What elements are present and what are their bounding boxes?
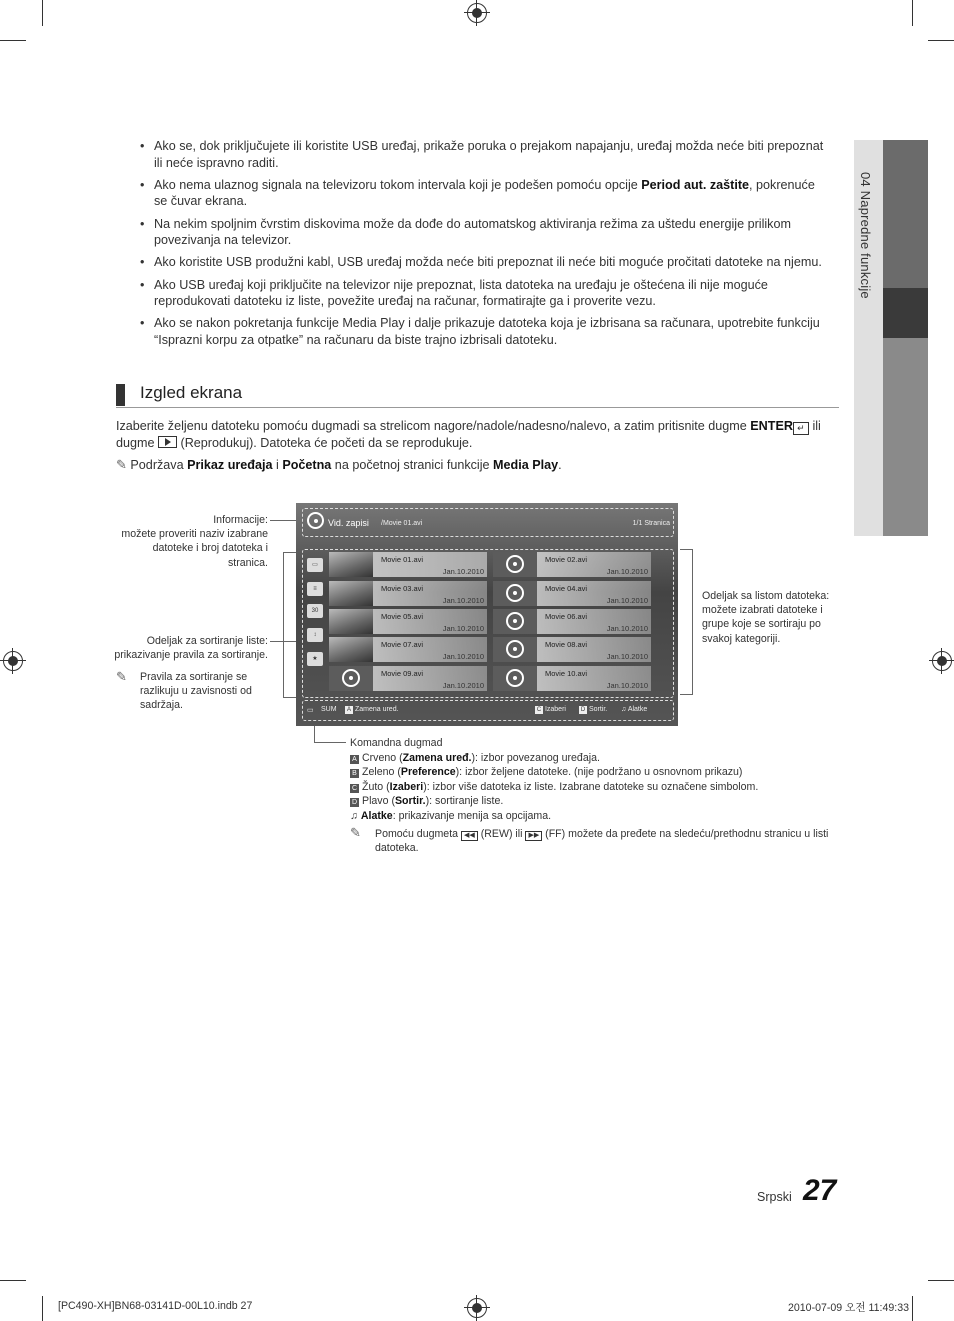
callout-file-list: Odeljak sa listom datoteka: možete izabrati datoteke i grupe koje se sortiraju po svakoj kategoriji. (702, 590, 830, 645)
registration-mark-left (3, 651, 23, 671)
tools-icon: ♫ (350, 809, 358, 822)
registration-mark-right (932, 651, 952, 671)
list-icon[interactable]: ≡ (307, 582, 323, 596)
footer-date: 2010-07-09 오전 11:49:33 (788, 1302, 909, 1314)
device-label: SUM (321, 706, 337, 713)
intro-paragraph: Izaberite željenu datoteku pomoću dugmadi sa strelicom nagore/nadole/nadesno/nalevo, a zatim pritisnite dugme ENTER ↵ ili dugme (Reprodukuj). Datoteka će početi da se reprodukuje. ✎ Podržava Prikaz uređaja i Početna na početnoj stranici funkcije Media Play. (116, 418, 836, 474)
callout-info: Informacije: možete proveriti naziv izabrane datoteke i broj datoteka i stranica. (121, 514, 268, 569)
file-item[interactable]: Movie 07.avi Jan.10.2010 (329, 637, 487, 662)
film-reel-icon (506, 555, 524, 573)
note-line: ✎ Podržava Prikaz uređaja i Početna na početnoj stranici funkcije Media Play. (116, 456, 562, 472)
rew-icon: ◀◀ (461, 831, 478, 841)
ff-icon: ▶▶ (525, 831, 542, 841)
file-item[interactable]: Movie 10.avi Jan.10.2010 (493, 666, 651, 691)
callout-sort-note: ✎ Pravila za sortiranje se razlikuju u zavisnosti od sadržaja. (116, 669, 252, 712)
chapter-label: 04 Napredne funkcije (858, 172, 873, 299)
screen-path: /Movie 01.avi (381, 520, 423, 527)
film-reel-icon (506, 584, 524, 602)
file-item[interactable]: Movie 05.avi Jan.10.2010 (329, 609, 487, 634)
file-item[interactable]: Movie 04.avi Jan.10.2010 (493, 581, 651, 606)
heading-marker (116, 384, 125, 406)
tools-icon: ♫ (621, 706, 627, 713)
file-item[interactable]: Movie 08.avi Jan.10.2010 (493, 637, 651, 662)
callout-sort: Odeljak za sortiranje liste: prikazivanje pravila za sortiranje. (114, 635, 268, 662)
heading-divider (116, 407, 839, 408)
usb-device-icon: ▭ (307, 707, 314, 714)
film-reel-icon (506, 640, 524, 658)
command-descriptions (350, 736, 828, 856)
file-item[interactable]: Movie 01.avi Jan.10.2010 (329, 552, 487, 577)
command-row: ♫ Alatke: prikazivanje menija sa opcijama. (350, 809, 552, 822)
folder-icon[interactable]: ▭ (307, 558, 323, 572)
button-d[interactable]: D Sortir. (580, 706, 608, 713)
star-icon[interactable]: ★ (307, 652, 323, 666)
screen-title: Vid. zapisi (328, 518, 369, 528)
info-bar (302, 508, 674, 537)
thumbnail (329, 637, 373, 662)
file-item[interactable]: Movie 03.avi Jan.10.2010 (329, 581, 487, 606)
command-callout-vline (314, 726, 315, 742)
thumbnail (329, 581, 373, 606)
calendar-icon[interactable]: 30 (307, 604, 323, 618)
button-c[interactable]: C Izaberi (536, 706, 566, 713)
sort-icon[interactable]: ↕ (307, 628, 323, 642)
film-reel-icon (506, 669, 524, 687)
language-label: Srpski (757, 1190, 792, 1204)
film-reel-icon (342, 669, 360, 687)
tools-button[interactable]: ♫ Alatke (621, 706, 648, 713)
footer-file: [PC490-XH]BN68-03141D-00L10.indb 27 (58, 1300, 253, 1312)
bullet-item: • Ako se, dok priključujete ili koristite USB uređaj, prikaže poruka o prejakom napajanju, uređaj možda neće biti prepoznat ili neće ispravno raditi. (140, 138, 830, 171)
pencil-note-icon: ✎ (116, 456, 127, 472)
file-item[interactable]: Movie 02.avi Jan.10.2010 (493, 552, 651, 577)
file-item[interactable]: Movie 06.avi Jan.10.2010 (493, 609, 651, 634)
enter-icon: ↵ (793, 422, 809, 435)
page-count: 1/1 Stranica (632, 520, 670, 527)
pencil-note-icon: ✎ (116, 669, 127, 684)
bullet-item: • Ako USB uređaj koji priključite na televizor nije prepoznat, lista datoteka na uređaju je oštećena ili nije moguće reprodukovati datoteku iz liste, povežite uređaj na računar, formatirajte ga i proverite vezu. (140, 277, 830, 310)
sort-column (307, 558, 323, 668)
bullet-item: • Na nekim spoljnim čvrstim diskovima može da dođe do automatskog aktiviranja režima za uštedu energije prilikom povezivanja na televizor. (140, 216, 830, 249)
command-bar (302, 700, 674, 721)
registration-mark-top (467, 3, 487, 23)
list-bracket (680, 549, 693, 695)
command-callout-line (314, 742, 346, 743)
sort-bracket (283, 552, 296, 698)
section-title: Izgled ekrana (140, 383, 243, 402)
bullet-item: • Ako nema ulaznog signala na televizoru tokom intervala koji je podešen pomoću opcije Period aut. zaštite, pokrenuće se čuvar ekrana. (140, 177, 830, 210)
film-reel-icon (307, 512, 324, 529)
film-reel-icon (506, 612, 524, 630)
commands-title: Komandna dugmad (350, 737, 443, 749)
command-note: ✎ Pomoću dugmeta ◀◀ (REW) ili ▶▶ (FF) možete da pređete na sledeću/prethodnu stranicu u listi datoteka. (350, 824, 829, 855)
button-a[interactable]: A Zamena ured. (346, 706, 399, 713)
command-row: A Crveno (Zamena uređ.): izbor povezanog uređaja. (350, 751, 828, 766)
page-number: 27 (803, 1174, 837, 1207)
play-icon (158, 436, 177, 448)
bullet-item: • Ako koristite USB produžni kabl, USB uređaj možda neće biti prepoznat ili neće biti moguće pročitati datoteke na njemu. (140, 254, 830, 271)
file-item[interactable]: Movie 09.avi Jan.10.2010 (329, 666, 487, 691)
command-row: B Zeleno (Preference): izbor željene datoteke. (nije podržano u osnovnom prikazu) (350, 765, 828, 780)
thumbnail (329, 552, 373, 577)
thumbnail (329, 609, 373, 634)
command-row: C Žuto (Izaberi): izbor više datoteka iz liste. Izabrane datoteke su označene simbolom. (351, 780, 759, 793)
bullet-list (140, 138, 830, 354)
media-play-screen (296, 503, 678, 726)
registration-mark-bottom (467, 1298, 487, 1318)
command-row: D Plavo (Sortir.): sortiranje liste. (351, 795, 504, 808)
bullet-item: • Ako se nakon pokretanja funkcije Media Play i dalje prikazuje datoteka koja je izbrisana sa računara, upotrebite funkciju “Isprazni korpu za otpatke” na računaru da biste trajno izbrisali datoteku. (140, 315, 830, 348)
pencil-note-icon: ✎ (350, 824, 361, 840)
